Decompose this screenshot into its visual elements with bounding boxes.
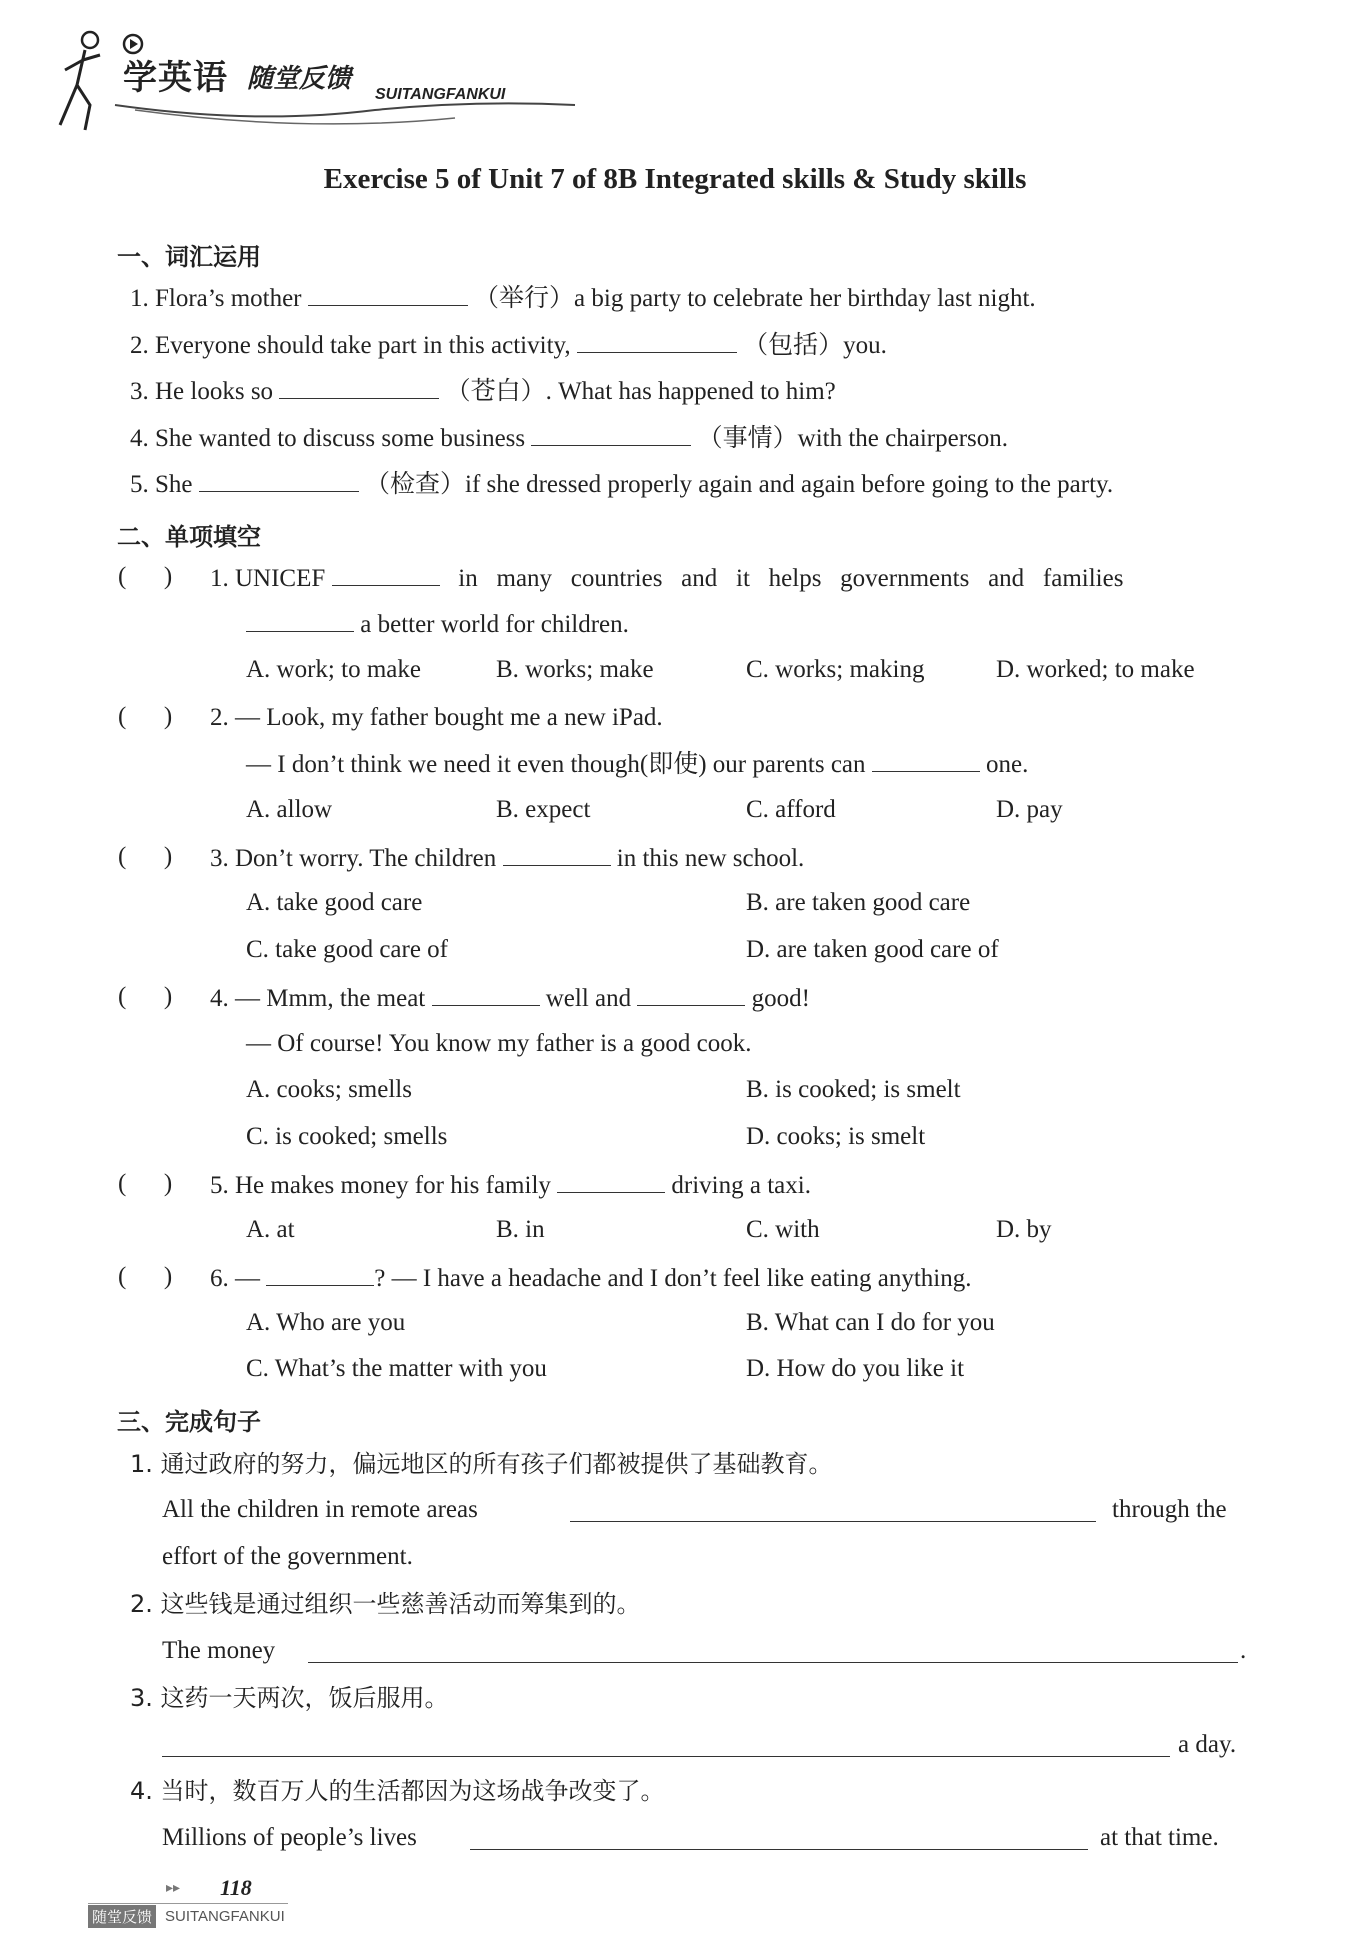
mc-question-6: 6. — ? — I have a headache and I don’t feel like eating anything.: [210, 1265, 972, 1292]
translate-line-1-end: through the: [1112, 1496, 1227, 1523]
answer-blank[interactable]: [332, 563, 440, 586]
answer-paren[interactable]: ( ): [118, 1263, 173, 1290]
page-number: 118: [220, 1875, 252, 1900]
answer-blank[interactable]: [872, 749, 980, 772]
vocab-item-2: 2. Everyone should take part in this activity, （包括）you.: [130, 330, 887, 359]
option-a[interactable]: A. at: [246, 1216, 295, 1243]
vocab-item-5: 5. She （检查）if she dressed properly again and again before going to the party.: [130, 469, 1114, 498]
vocab-item-3: 3. He looks so （苍白）. What has happened to him?: [130, 376, 836, 405]
section3-heading: 三、完成句子: [117, 1408, 261, 1436]
answer-blank[interactable]: [531, 423, 691, 446]
answer-line[interactable]: [470, 1849, 1088, 1850]
answer-line[interactable]: [162, 1756, 1170, 1757]
answer-blank[interactable]: [503, 843, 611, 866]
option-a[interactable]: A. cooks; smells: [246, 1076, 412, 1103]
page-title: Exercise 5 of Unit 7 of 8B Integrated skills & Study skills: [323, 163, 1027, 195]
option-a[interactable]: A. take good care: [246, 889, 423, 916]
logo-english: SUITANGFANKUI: [375, 86, 506, 103]
option-d[interactable]: D. are taken good care of: [746, 936, 999, 963]
answer-blank[interactable]: [266, 1263, 374, 1286]
option-d[interactable]: D. worked; to make: [996, 656, 1195, 683]
option-c[interactable]: C. afford: [746, 796, 836, 823]
translate-prompt-2: 2. 这些钱是通过组织一些慈善活动而筹集到的。: [130, 1590, 641, 1618]
section1-heading: 一、词汇运用: [117, 243, 261, 271]
translate-line-3-end: a day.: [1178, 1731, 1237, 1758]
answer-paren[interactable]: ( ): [118, 843, 173, 870]
translate-line-4: Millions of people’s lives: [162, 1824, 417, 1851]
answer-blank[interactable]: [577, 330, 737, 353]
mc-question-5: 5. He makes money for his family driving a taxi.: [210, 1172, 811, 1199]
answer-line[interactable]: [570, 1521, 1096, 1522]
option-d[interactable]: D. pay: [996, 796, 1063, 823]
answer-blank[interactable]: [279, 376, 439, 399]
translate-line-1-cont: effort of the government.: [162, 1543, 413, 1570]
answer-paren[interactable]: ( ): [118, 983, 173, 1010]
translate-prompt-1: 1. 通过政府的努力，偏远地区的所有孩子们都被提供了基础教育。: [130, 1450, 833, 1478]
option-d[interactable]: D. by: [996, 1216, 1052, 1243]
footer-divider: [88, 1903, 288, 1904]
answer-paren[interactable]: ( ): [118, 563, 173, 590]
translate-prompt-4: 4. 当时，数百万人的生活都因为这场战争改变了。: [130, 1777, 665, 1805]
double-arrow-icon: ▸▸: [166, 1881, 181, 1896]
answer-line[interactable]: [308, 1662, 1238, 1663]
footer-badge: 随堂反馈: [88, 1905, 156, 1928]
option-a[interactable]: A. Who are you: [246, 1309, 406, 1336]
option-d[interactable]: D. How do you like it: [746, 1355, 965, 1382]
mc-question-3: 3. Don’t worry. The children in this new school.: [210, 845, 805, 872]
answer-blank[interactable]: [199, 469, 359, 492]
option-b[interactable]: B. is cooked; is smelt: [746, 1076, 961, 1103]
option-a[interactable]: A. allow: [246, 796, 333, 823]
option-c[interactable]: C. works; making: [746, 656, 925, 683]
option-b[interactable]: B. expect: [496, 796, 591, 823]
translate-line-2-end: .: [1240, 1637, 1247, 1664]
answer-blank[interactable]: [432, 983, 540, 1006]
footer-english: SUITANGFANKUI: [165, 1908, 285, 1925]
option-c[interactable]: C. take good care of: [246, 936, 449, 963]
option-b[interactable]: B. What can I do for you: [746, 1309, 995, 1336]
option-c[interactable]: C. is cooked; smells: [246, 1123, 448, 1150]
answer-blank[interactable]: [308, 283, 468, 306]
answer-blank[interactable]: [246, 609, 354, 632]
option-c[interactable]: C. What’s the matter with you: [246, 1355, 547, 1382]
mc-question-4-line2: — Of course! You know my father is a good cook.: [246, 1030, 752, 1057]
mc-question-4: 4. — Mmm, the meat well and good!: [210, 985, 810, 1012]
option-c[interactable]: C. with: [746, 1216, 820, 1243]
section2-heading: 二、单项填空: [117, 523, 261, 551]
mc-question-2: 2. — Look, my father bought me a new iPad.: [210, 704, 663, 731]
answer-blank[interactable]: [637, 983, 745, 1006]
vocab-item-4: 4. She wanted to discuss some business （事情）with the chairperson.: [130, 423, 1008, 452]
logo-title: 学英语: [123, 58, 228, 98]
translate-line-1: All the children in remote areas: [162, 1496, 478, 1523]
option-a[interactable]: A. work; to make: [246, 656, 421, 683]
vocab-item-1: 1. Flora’s mother （举行）a big party to celebrate her birthday last night.: [130, 283, 1036, 312]
translate-line-2: The money: [162, 1637, 276, 1664]
translate-line-4-end: at that time.: [1100, 1824, 1219, 1851]
option-b[interactable]: B. in: [496, 1216, 545, 1243]
mc-question-1-line2: a better world for children.: [246, 609, 629, 640]
option-b[interactable]: B. works; make: [496, 656, 654, 683]
option-d[interactable]: D. cooks; is smelt: [746, 1123, 926, 1150]
header-logo: [55, 30, 615, 140]
option-b[interactable]: B. are taken good care: [746, 889, 971, 916]
mc-question-1: 1. UNICEF in many countries and it helps governments and families: [210, 565, 1124, 592]
answer-paren[interactable]: ( ): [118, 1170, 173, 1197]
translate-prompt-3: 3. 这药一天两次，饭后服用。: [130, 1684, 449, 1712]
answer-paren[interactable]: ( ): [118, 703, 173, 730]
logo-subtitle: 随堂反馈: [247, 64, 352, 94]
mc-question-2-line2: — I don’t think we need it even though(即使) our parents can one.: [246, 751, 1029, 778]
answer-blank[interactable]: [557, 1170, 665, 1193]
